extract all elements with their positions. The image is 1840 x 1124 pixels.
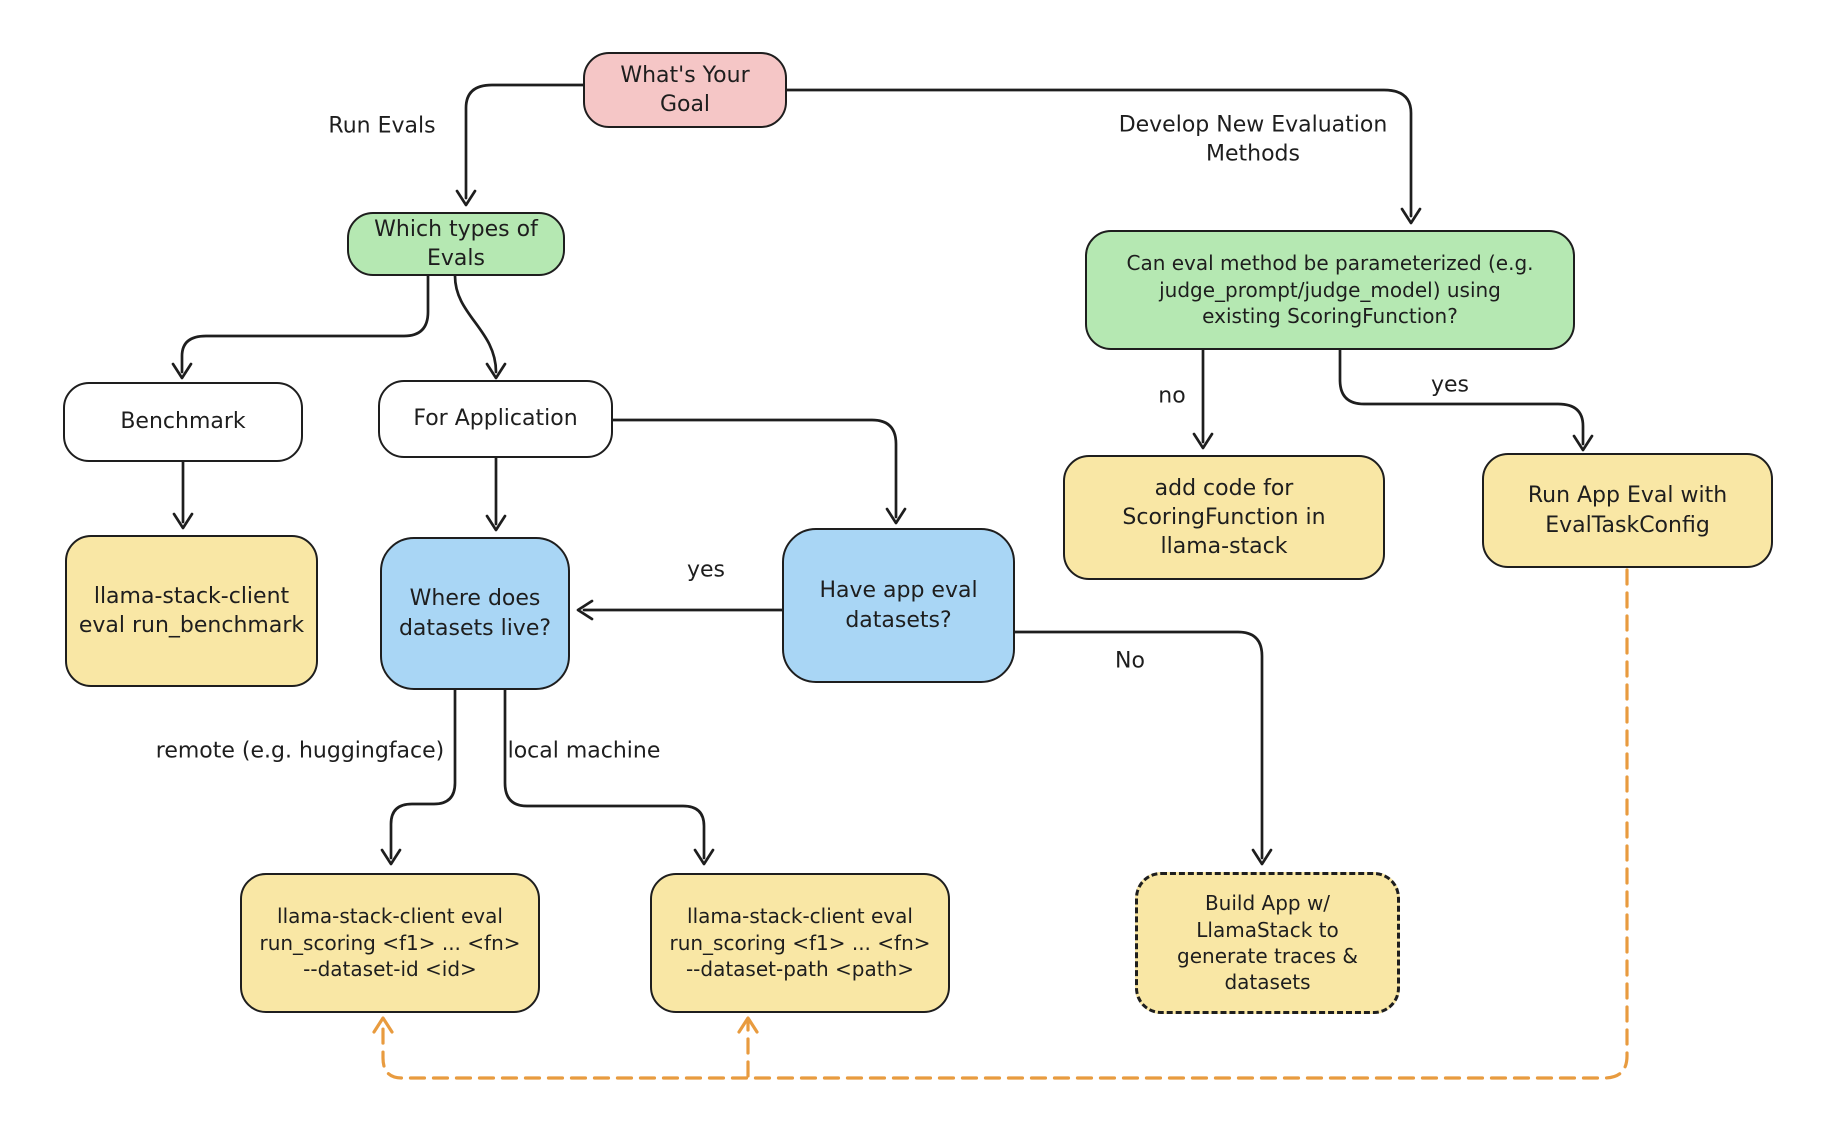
node-text: run_scoring <f1> ... <fn> <box>669 930 931 955</box>
node-text: Which types of <box>374 216 538 242</box>
node-text: generate traces & <box>1177 944 1358 968</box>
edge-goal-which-types <box>466 85 583 198</box>
node-run-app-eval <box>1482 453 1773 568</box>
edge-where-datasets-scoring-id <box>391 690 455 858</box>
node-text: Can eval method be parameterized (e.g. <box>1126 251 1534 276</box>
node-text: LlamaStack to <box>1196 917 1339 942</box>
arrowhead-down <box>1402 209 1420 223</box>
node-text: existing ScoringFunction? <box>1202 304 1458 329</box>
node-text: llama-stack <box>1160 534 1288 560</box>
arrowhead-down <box>1253 850 1271 864</box>
node-which-types-of-evals <box>347 212 565 276</box>
arrowhead-down <box>695 850 713 864</box>
node-benchmark <box>63 382 303 462</box>
node-text: --dataset-path <path> <box>685 957 915 982</box>
node-text: Have app eval <box>819 578 978 604</box>
node-run-benchmark-command <box>65 535 318 687</box>
arrowhead-down <box>887 509 905 523</box>
node-text: For Application <box>413 406 578 432</box>
node-text: llama-stack-client <box>93 583 290 609</box>
arrowhead-down <box>487 364 505 378</box>
edge-which-types-for-application <box>455 276 496 372</box>
edge-label-run-evals: Run Evals <box>328 113 436 139</box>
arrowhead-down <box>1194 434 1212 448</box>
arrowhead-up <box>739 1018 757 1032</box>
edge-for-application-have-datasets <box>613 420 896 517</box>
node-text: eval run_benchmark <box>78 613 305 638</box>
edge-label-develop-new-methods: Develop New Evaluation Methods <box>1118 112 1388 166</box>
node-have-app-eval-datasets <box>782 528 1015 683</box>
arrowhead-down <box>487 516 505 530</box>
node-where-datasets-live <box>380 537 570 690</box>
edge-label-no: no <box>1158 383 1186 409</box>
edge-where-datasets-scoring-path <box>505 690 704 858</box>
edge-which-types-benchmark <box>182 276 428 372</box>
node-run-scoring-dataset-id <box>240 873 540 1013</box>
node-text: What's Your <box>620 62 750 88</box>
node-text: llama-stack-client eval <box>687 904 913 929</box>
node-for-application <box>378 380 613 458</box>
node-text: ScoringFunction in <box>1122 504 1326 530</box>
node-text: add code for <box>1154 475 1294 501</box>
node-text: llama-stack-client eval <box>277 904 503 929</box>
arrowhead-up <box>374 1018 392 1032</box>
node-text: Where does <box>409 586 541 612</box>
node-text: datasets? <box>845 607 952 633</box>
arrowhead-down <box>174 514 192 528</box>
edge-label-local-machine: local machine <box>507 738 661 764</box>
edge-label-yes-datasets: yes <box>686 557 726 583</box>
arrowhead-down <box>382 850 400 864</box>
node-text: datasets <box>1224 970 1311 995</box>
edge-label-no-datasets: No <box>1115 648 1145 674</box>
node-text: Build App w/ <box>1204 891 1331 916</box>
node-text: EvalTaskConfig <box>1545 512 1710 538</box>
arrowhead-left <box>578 601 592 619</box>
node-add-code-scoringfunction <box>1063 455 1385 580</box>
arrowhead-down <box>457 191 475 205</box>
node-whats-your-goal <box>583 52 787 128</box>
node-text: Goal <box>659 92 711 117</box>
node-text: run_scoring <f1> ... <fn> <box>259 930 521 955</box>
node-text: --dataset-id <id> <box>303 957 477 982</box>
arrowhead-down <box>1574 436 1592 450</box>
node-build-app-llamastack <box>1135 872 1400 1014</box>
node-run-scoring-dataset-path <box>650 873 950 1013</box>
arrowhead-down <box>173 364 191 378</box>
node-text: Run App Eval with <box>1527 483 1728 509</box>
node-text: Benchmark <box>120 409 246 435</box>
node-can-eval-be-parameterized <box>1085 230 1575 350</box>
edge-label-remote: remote (e.g. huggingface) <box>155 738 445 764</box>
node-text: judge_prompt/judge_model) using <box>1159 277 1501 302</box>
node-text: datasets live? <box>398 615 552 641</box>
edge-label-yes: yes <box>1430 372 1470 398</box>
node-text: Evals <box>427 246 485 271</box>
